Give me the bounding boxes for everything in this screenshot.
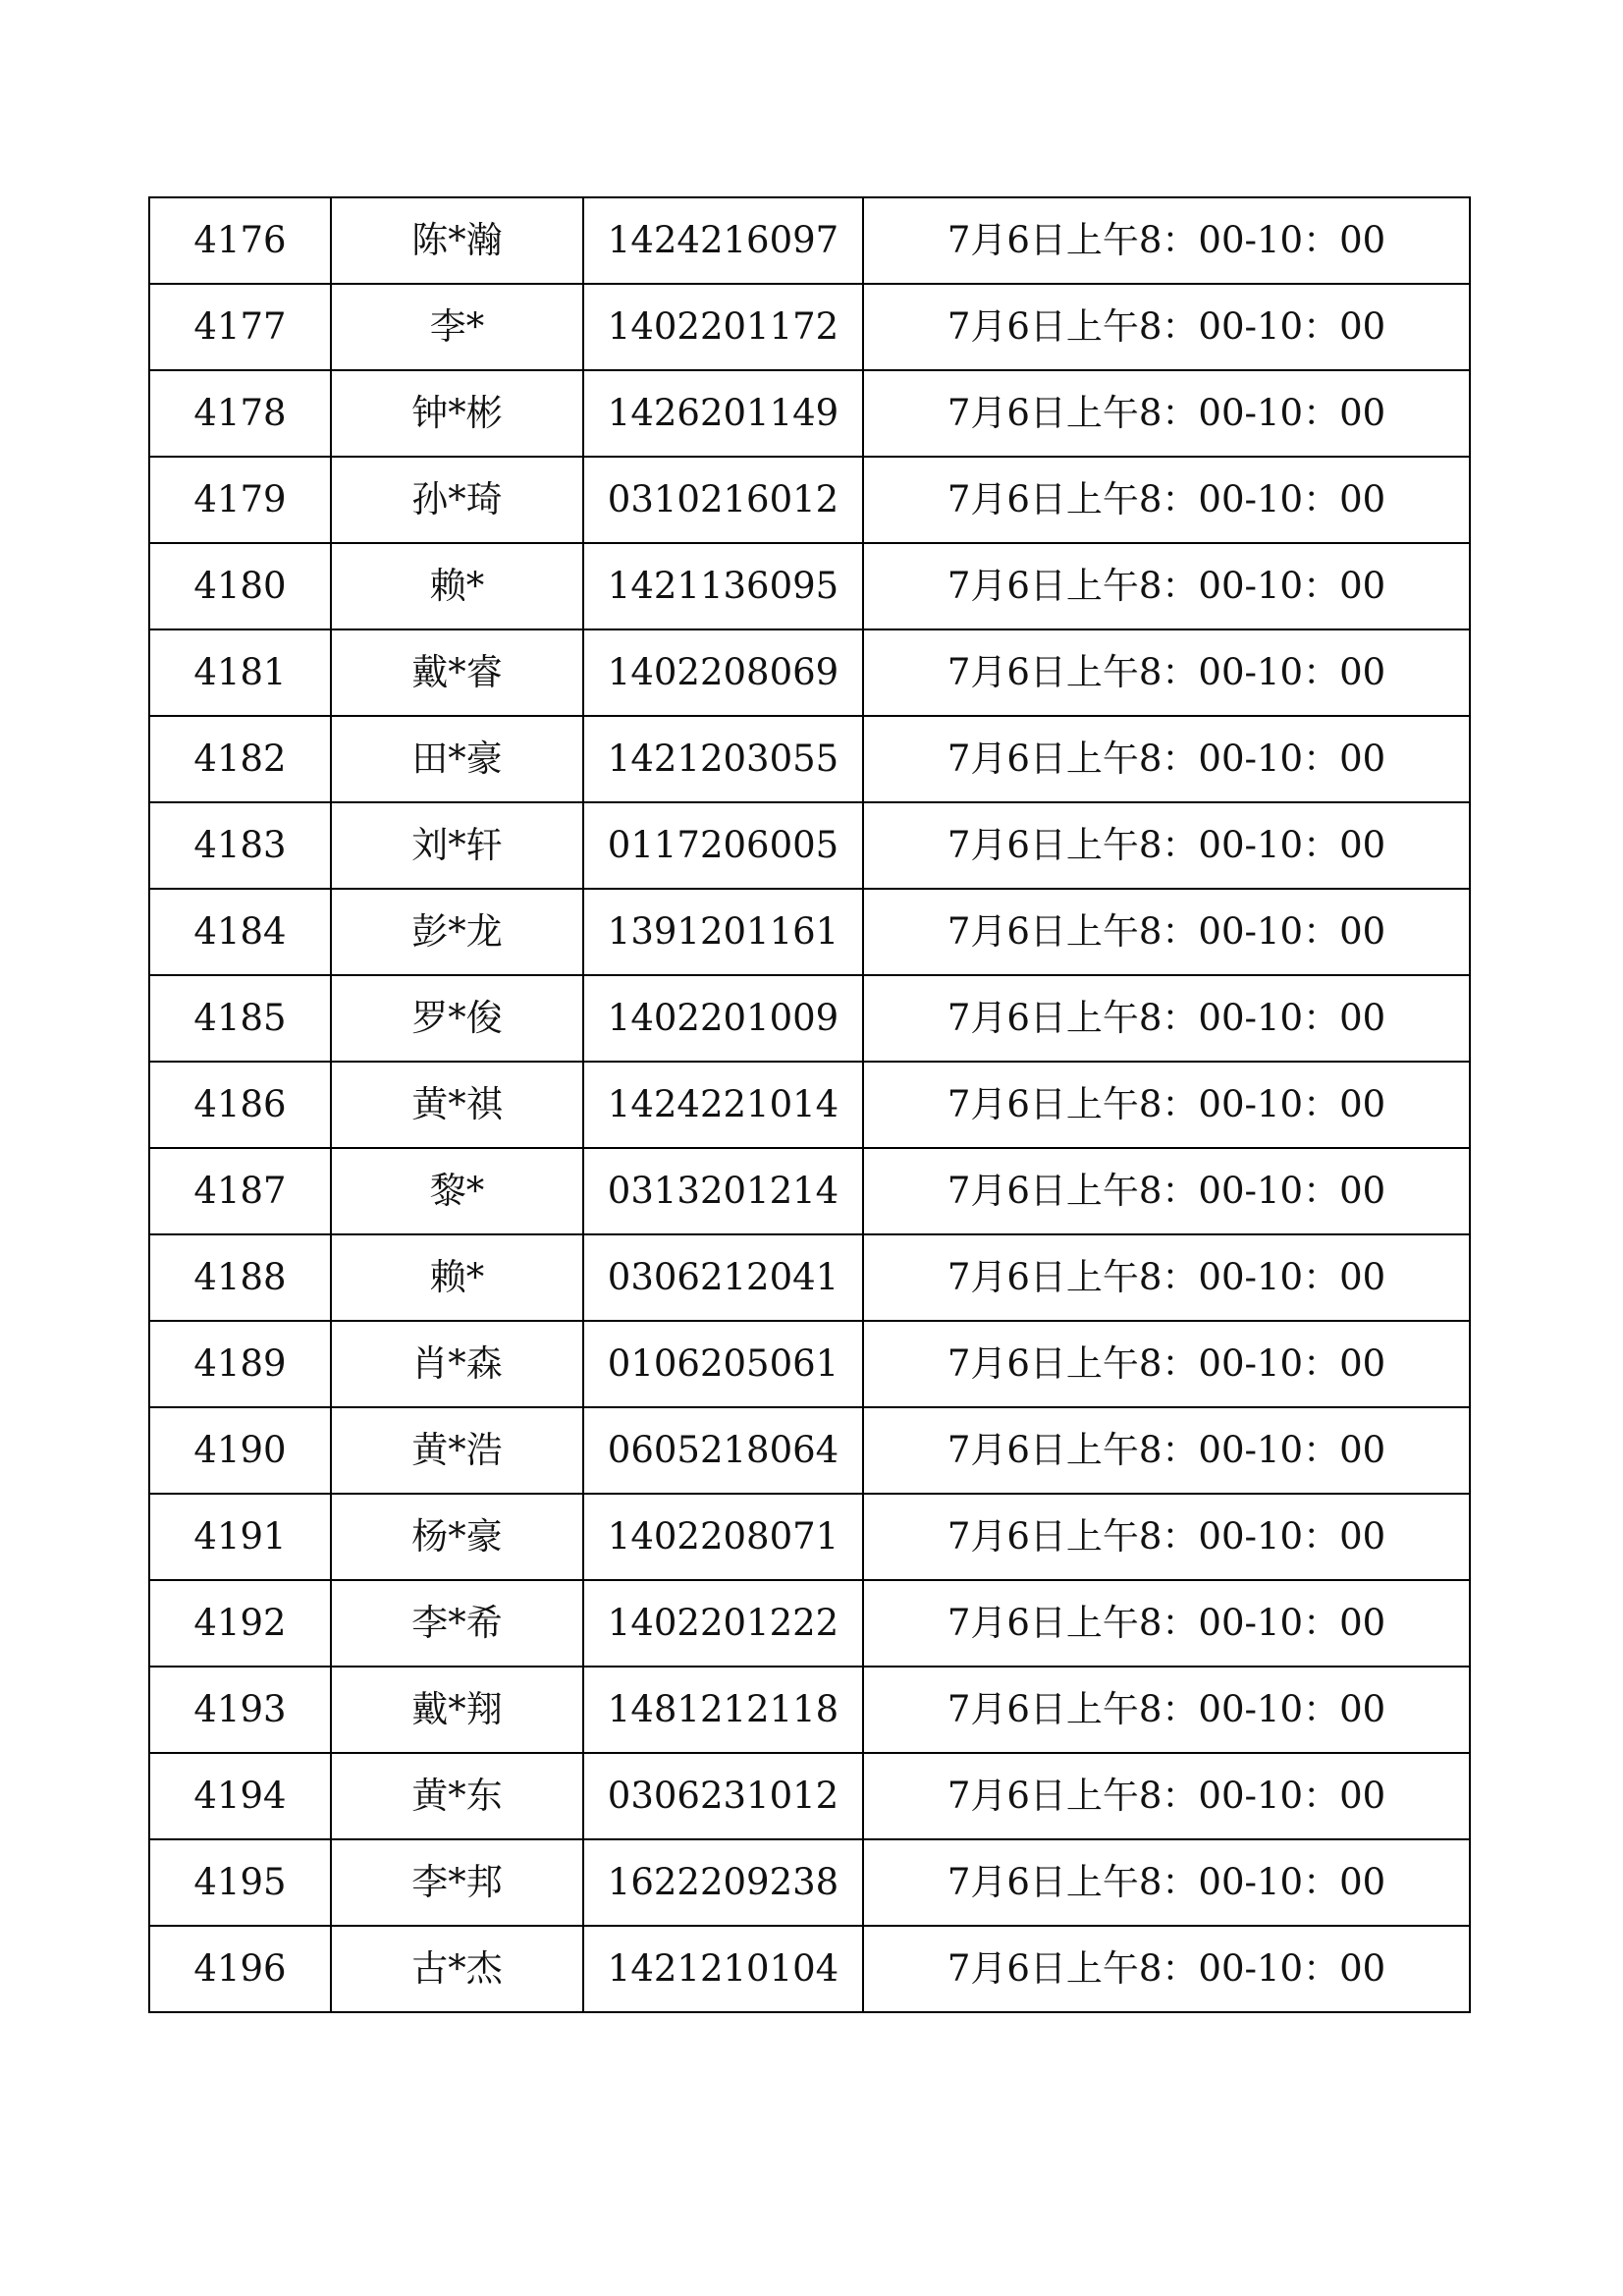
row-number-cell: 4190 [149, 1407, 331, 1494]
table-row [149, 1494, 1470, 1580]
id-cell: 1391201161 [583, 889, 863, 975]
name-cell: 李*邦 [331, 1839, 583, 1926]
time-slot-cell: 7月6日上午8：00-10：00 [863, 1753, 1470, 1839]
time-slot-cell: 7月6日上午8：00-10：00 [863, 1234, 1470, 1321]
time-slot-cell: 7月6日上午8：00-10：00 [863, 1839, 1470, 1926]
row-number-cell: 4187 [149, 1148, 331, 1234]
time-slot-cell: 7月6日上午8：00-10：00 [863, 1407, 1470, 1494]
row-number-cell: 4189 [149, 1321, 331, 1407]
row-number-cell: 4185 [149, 975, 331, 1062]
time-slot-cell: 7月6日上午8：00-10：00 [863, 802, 1470, 889]
table-row [149, 284, 1470, 370]
id-cell: 0605218064 [583, 1407, 863, 1494]
row-number-cell: 4194 [149, 1753, 331, 1839]
name-cell: 陈*瀚 [331, 197, 583, 284]
time-slot-cell: 7月6日上午8：00-10：00 [863, 284, 1470, 370]
name-cell: 钟*彬 [331, 370, 583, 457]
name-cell: 李*希 [331, 1580, 583, 1667]
name-cell: 肖*森 [331, 1321, 583, 1407]
table-row [149, 543, 1470, 629]
id-cell: 0117206005 [583, 802, 863, 889]
table-row [149, 802, 1470, 889]
row-number-cell: 4177 [149, 284, 331, 370]
name-cell: 黎* [331, 1148, 583, 1234]
time-slot-cell: 7月6日上午8：00-10：00 [863, 197, 1470, 284]
table-row [149, 1580, 1470, 1667]
id-cell: 1402201009 [583, 975, 863, 1062]
table-row [149, 1407, 1470, 1494]
time-slot-cell: 7月6日上午8：00-10：00 [863, 1667, 1470, 1753]
table-row [149, 889, 1470, 975]
name-cell: 彭*龙 [331, 889, 583, 975]
row-number-cell: 4181 [149, 629, 331, 716]
name-cell: 李* [331, 284, 583, 370]
id-cell: 1622209238 [583, 1839, 863, 1926]
id-cell: 0313201214 [583, 1148, 863, 1234]
id-cell: 1402208069 [583, 629, 863, 716]
table-row [149, 716, 1470, 802]
time-slot-cell: 7月6日上午8：00-10：00 [863, 1580, 1470, 1667]
row-number-cell: 4179 [149, 457, 331, 543]
name-cell: 黄*东 [331, 1753, 583, 1839]
row-number-cell: 4192 [149, 1580, 331, 1667]
table-row [149, 975, 1470, 1062]
row-number-cell: 4184 [149, 889, 331, 975]
id-cell: 1402201172 [583, 284, 863, 370]
id-cell: 0106205061 [583, 1321, 863, 1407]
id-cell: 1426201149 [583, 370, 863, 457]
table-row [149, 1667, 1470, 1753]
row-number-cell: 4195 [149, 1839, 331, 1926]
time-slot-cell: 7月6日上午8：00-10：00 [863, 629, 1470, 716]
roster-table [148, 196, 1471, 2013]
row-number-cell: 4188 [149, 1234, 331, 1321]
time-slot-cell: 7月6日上午8：00-10：00 [863, 1148, 1470, 1234]
name-cell: 田*豪 [331, 716, 583, 802]
time-slot-cell: 7月6日上午8：00-10：00 [863, 1494, 1470, 1580]
table-row [149, 1062, 1470, 1148]
id-cell: 0306231012 [583, 1753, 863, 1839]
name-cell: 罗*俊 [331, 975, 583, 1062]
id-cell: 1424216097 [583, 197, 863, 284]
name-cell: 戴*翔 [331, 1667, 583, 1753]
id-cell: 0306212041 [583, 1234, 863, 1321]
time-slot-cell: 7月6日上午8：00-10：00 [863, 543, 1470, 629]
name-cell: 杨*豪 [331, 1494, 583, 1580]
table-row [149, 370, 1470, 457]
name-cell: 戴*睿 [331, 629, 583, 716]
table-row [149, 197, 1470, 284]
time-slot-cell: 7月6日上午8：00-10：00 [863, 889, 1470, 975]
table-row [149, 1926, 1470, 2012]
name-cell: 赖* [331, 1234, 583, 1321]
row-number-cell: 4182 [149, 716, 331, 802]
id-cell: 1402208071 [583, 1494, 863, 1580]
time-slot-cell: 7月6日上午8：00-10：00 [863, 457, 1470, 543]
row-number-cell: 4186 [149, 1062, 331, 1148]
time-slot-cell: 7月6日上午8：00-10：00 [863, 716, 1470, 802]
table-row [149, 1148, 1470, 1234]
id-cell: 1481212118 [583, 1667, 863, 1753]
name-cell: 黄*浩 [331, 1407, 583, 1494]
name-cell: 古*杰 [331, 1926, 583, 2012]
time-slot-cell: 7月6日上午8：00-10：00 [863, 370, 1470, 457]
table-row [149, 1753, 1470, 1839]
time-slot-cell: 7月6日上午8：00-10：00 [863, 975, 1470, 1062]
row-number-cell: 4193 [149, 1667, 331, 1753]
table-row [149, 457, 1470, 543]
name-cell: 刘*轩 [331, 802, 583, 889]
row-number-cell: 4191 [149, 1494, 331, 1580]
roster-table-body [149, 197, 1470, 2012]
time-slot-cell: 7月6日上午8：00-10：00 [863, 1926, 1470, 2012]
row-number-cell: 4176 [149, 197, 331, 284]
id-cell: 0310216012 [583, 457, 863, 543]
time-slot-cell: 7月6日上午8：00-10：00 [863, 1321, 1470, 1407]
table-row [149, 1321, 1470, 1407]
table-row [149, 1839, 1470, 1926]
time-slot-cell: 7月6日上午8：00-10：00 [863, 1062, 1470, 1148]
table-row [149, 629, 1470, 716]
table-row [149, 1234, 1470, 1321]
row-number-cell: 4183 [149, 802, 331, 889]
name-cell: 孙*琦 [331, 457, 583, 543]
id-cell: 1402201222 [583, 1580, 863, 1667]
row-number-cell: 4180 [149, 543, 331, 629]
name-cell: 黄*祺 [331, 1062, 583, 1148]
row-number-cell: 4196 [149, 1926, 331, 2012]
id-cell: 1421210104 [583, 1926, 863, 2012]
id-cell: 1421136095 [583, 543, 863, 629]
row-number-cell: 4178 [149, 370, 331, 457]
id-cell: 1421203055 [583, 716, 863, 802]
id-cell: 1424221014 [583, 1062, 863, 1148]
name-cell: 赖* [331, 543, 583, 629]
